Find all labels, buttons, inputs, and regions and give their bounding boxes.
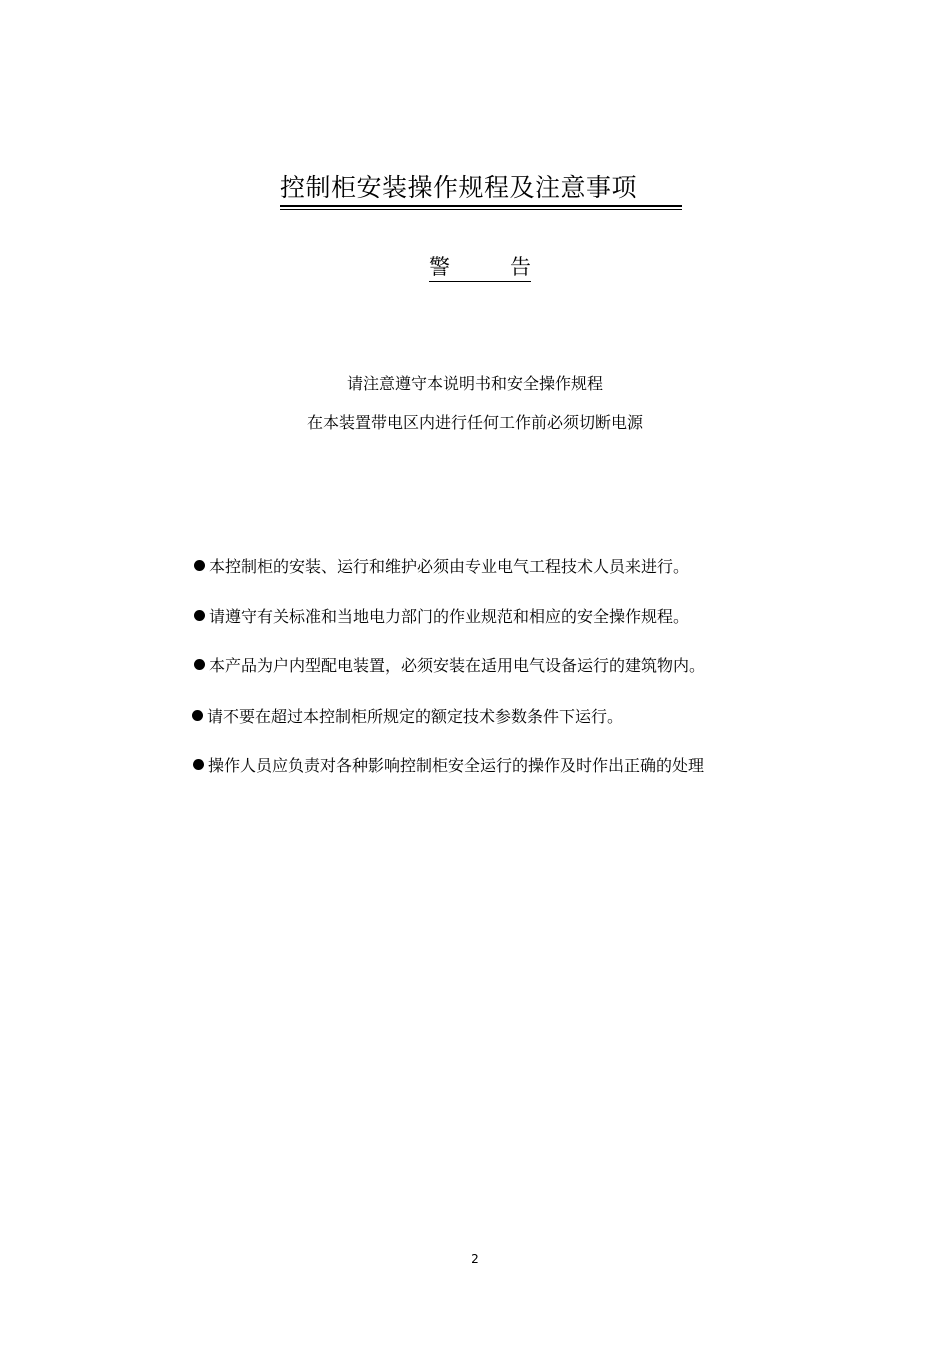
bullet-text: 本控制柜的安装、运行和维护必须由专业电气工程技术人员来进行。 xyxy=(209,557,690,576)
warning-heading-char-1: 警 xyxy=(429,255,450,279)
title-double-underline xyxy=(280,205,682,210)
bullet-text: 本产品为户内型配电装置，必须安装在适用电气设备运行的建筑物内。 xyxy=(209,656,706,675)
warning-line-1: 请注意遵守本说明书和安全操作规程 xyxy=(346,374,603,393)
bullet-dot-icon xyxy=(192,710,203,721)
bullet-item-1 xyxy=(194,556,689,578)
bullet-text: 操作人员应负责对各种影响控制柜安全运行的操作及时作出正确的处理 xyxy=(208,756,705,775)
warning-heading xyxy=(429,254,531,282)
bullet-text: 请遵守有关标准和当地电力部门的作业规范和相应的安全操作规程。 xyxy=(209,607,690,626)
bullet-item-4 xyxy=(192,706,623,728)
document-title: 控制柜安装操作规程及注意事项 xyxy=(280,173,638,202)
bullet-dot-icon xyxy=(194,560,205,571)
bullet-text: 请不要在超过本控制柜所规定的额定技术参数条件下运行。 xyxy=(207,707,624,726)
bullet-dot-icon xyxy=(194,659,205,670)
page-number: 2 xyxy=(471,1252,479,1266)
bullet-item-3 xyxy=(194,655,705,677)
warning-heading-char-2: 告 xyxy=(510,255,531,279)
warning-line-2: 在本装置带电区内进行任何工作前必须切断电源 xyxy=(306,413,643,432)
bullet-item-2 xyxy=(194,606,689,628)
bullet-item-5 xyxy=(193,755,704,777)
bullet-dot-icon xyxy=(193,759,204,770)
bullet-dot-icon xyxy=(194,610,205,621)
